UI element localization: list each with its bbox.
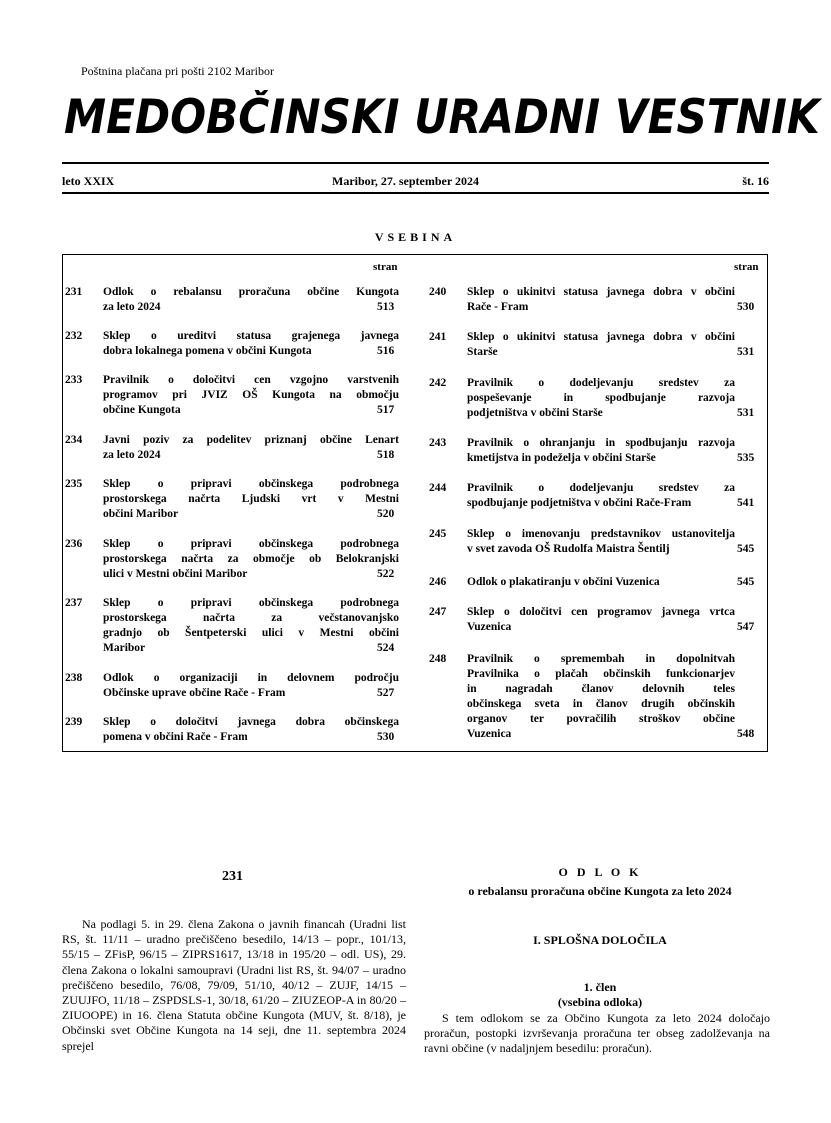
toc-entry-title-line: pospeševanje in spodbujanje razvoja <box>467 392 735 404</box>
toc-entry-number: 247 <box>429 606 447 618</box>
toc-entry-title-line: Pravilnika o plačah občinskih funkcionarjev <box>467 668 735 680</box>
toc-entry-number: 243 <box>429 437 447 449</box>
toc-entry-number: 241 <box>429 331 447 343</box>
article-number: 1. člen <box>583 980 617 994</box>
toc-entry-page: 535 <box>737 452 755 464</box>
toc-entry-title-line: Pravilnik o dodeljevanju sredstev za <box>467 482 735 494</box>
toc-entry-title-line: Sklep o ureditvi statusa grajenega javnega <box>103 330 399 342</box>
toc-entry-number: 245 <box>429 528 447 540</box>
toc-entry-title-line: Javni poziv za podelitev priznanj občine Lenart <box>103 434 399 446</box>
toc-entry-title-line: gradnjo ob Šentpeterski ulici v Mestni občini <box>103 627 399 639</box>
toc-entry-title-line: organov ter povračilih stroškov občine <box>467 713 735 725</box>
issue-bar <box>62 172 769 190</box>
toc-entry-title-line: in nagradah članov delovnih teles <box>467 683 735 695</box>
toc-entry-number: 248 <box>429 653 447 665</box>
toc-entry-title-line: Sklep o pripravi občinskega podrobnega <box>103 538 399 550</box>
toc-entry-number: 238 <box>65 672 83 684</box>
toc-entry-title-line: Sklep o določitvi javnega dobra občinskega <box>103 716 399 728</box>
header-rule-top <box>62 162 769 164</box>
toc-entry-title-line: Sklep o ukinitvi statusa javnega dobra v občini <box>467 286 735 298</box>
toc-entry-page: 524 <box>377 642 395 654</box>
toc-entry-title-line: Občinske uprave občine Rače - Fram <box>103 687 286 699</box>
toc-entry-title-line: Pravilnik o določitvi cen vzgojno varstvenih <box>103 374 399 386</box>
toc-entry-title-line: Sklep o imenovanju predstavnikov ustanovitelja <box>467 528 735 540</box>
toc-entry-title-line: prostorskega načrta Ljudski vrt v Mestni <box>103 493 399 505</box>
toc-entry-number: 239 <box>65 716 83 728</box>
toc-entry-number: 236 <box>65 538 83 550</box>
toc-entry-title-line: občini Maribor <box>103 508 179 520</box>
decree-title: O D L O K <box>558 865 642 879</box>
toc-entry-page: 545 <box>737 543 755 555</box>
toc-entry-title-line: Pravilnik o ohranjanju in spodbujanju razvoja <box>467 437 735 449</box>
toc-entry-number: 242 <box>429 377 447 389</box>
toc-entry-title-line: pomena v občini Rače - Fram <box>103 731 248 743</box>
preamble-text: Na podlagi 5. in 29. člena Zakona o javnih financah (Uradni list RS, št. 11/11 – uradno prečiščeno besedilo, 14/13 – popr., 101/13, 55/15 – ZFisP, 96/15 – ZIPRS1617, 13/18 in 195/20 – odl. US), 29. člena Zakona o lokalni samoupravi (Uradni list RS, št. 94/07 – uradno prečiščeno besedilo, 76/08, 79/09, 51/10, 40/12 – ZUJF, 14/15 – ZUUJFO, 11/18 – ZSPDSLS-1, 30/18, 61/20 – ZIUZEOP-A in 80/20 – ZIUOOPE) in 16. člena Statuta občine Kungota (MUV, št. 8/18), je Občinski svet Občine Kungota na 14 seji, dne 11. septembra 2024 sprejel <box>62 917 406 1053</box>
table-of-contents <box>62 254 768 752</box>
toc-left-column <box>65 255 405 751</box>
toc-entry-title-line: Odlok o organizaciji in delovnem področju <box>103 672 399 684</box>
toc-entry-number: 246 <box>429 576 447 588</box>
toc-entry-title-line: spodbujanje podjetništva v občini Rače-Fram <box>467 497 692 509</box>
toc-entry-page: 516 <box>377 345 395 357</box>
toc-entry-page: 547 <box>737 621 755 633</box>
toc-entry-title-line: podjetništva v občini Starše <box>467 407 603 419</box>
issue-number: št. 16 <box>742 174 769 188</box>
toc-entry-number: 234 <box>65 434 83 446</box>
toc-entry-number: 231 <box>65 286 83 298</box>
toc-entry-title-line: Pravilnik o dodeljevanju sredstev za <box>467 377 735 389</box>
toc-entry-title-line: Pravilnik o spremembah in dopolnitvah <box>467 653 735 665</box>
toc-entry-title-line: prostorskega načrta za večstanovanjsko <box>103 612 399 624</box>
toc-entry-title-line: Vuzenica <box>467 728 512 740</box>
toc-entry-page: 545 <box>737 576 755 588</box>
toc-entry-page: 522 <box>377 568 395 580</box>
toc-entry-title-line: občinskega sveta in članov drugih občinskih <box>467 698 735 710</box>
toc-entry-title-line: Rače - Fram <box>467 301 529 313</box>
toc-entry-title-line: v svet zavoda OŠ Rudolfa Maistra Šentilj <box>467 543 670 555</box>
toc-entry-number: 232 <box>65 330 83 342</box>
page-column-label-right: stran <box>734 261 759 273</box>
toc-entry-title-line: občine Kungota <box>103 404 181 416</box>
section-number: 231 <box>222 869 243 884</box>
article-title: (vsebina odloka) <box>557 995 643 1009</box>
toc-entry-title-line: Sklep o določitvi cen programov javnega vrtca <box>467 606 735 618</box>
contents-title: VSEBINA <box>374 230 457 244</box>
toc-entry-title-line: Maribor <box>103 642 146 654</box>
header-rule-bottom <box>62 192 769 194</box>
toc-entry-page: 530 <box>737 301 755 313</box>
toc-entry-number: 237 <box>65 597 83 609</box>
toc-entry-title-line: Odlok o plakatiranju v občini Vuzenica <box>467 576 660 588</box>
toc-entry-title-line: za leto 2024 <box>103 449 161 461</box>
toc-entry-page: 530 <box>377 731 395 743</box>
toc-entry-page: 513 <box>377 301 395 313</box>
toc-entry-page: 531 <box>737 346 755 358</box>
article-text: S tem odlokom se za Občino Kungota za leto 2024 določajo proračun, postopki izvrševanja proračuna ter obseg zadolževanja na ravni občine (v nadaljnjem besedilu: proračun). <box>424 1011 770 1056</box>
toc-entry-title-line: Vuzenica <box>467 621 512 633</box>
toc-entry-title-line: dobra lokalnega pomena v občini Kungota <box>103 345 312 357</box>
toc-entry-number: 233 <box>65 374 83 386</box>
masthead-title: MEDOBČINSKI URADNI VESTNIK <box>64 90 820 145</box>
toc-entry-number: 244 <box>429 482 447 494</box>
toc-entry-page: 517 <box>377 404 395 416</box>
toc-entry-title-line: Sklep o pripravi občinskega podrobnega <box>103 478 399 490</box>
toc-entry-page: 518 <box>377 449 395 461</box>
toc-entry-title-line: programov pri JVIZ OŠ Kungota na območju <box>103 389 399 401</box>
toc-entry-title-line: Sklep o pripravi občinskega podrobnega <box>103 597 399 609</box>
toc-entry-title-line: prostorskega načrta za območje ob Belokranjski <box>103 553 399 565</box>
toc-entry-number: 235 <box>65 478 83 490</box>
toc-entry-page: 541 <box>737 497 755 509</box>
issue-year: leto XXIX <box>62 174 115 188</box>
toc-entry-page: 531 <box>737 407 755 419</box>
toc-entry-page: 527 <box>377 687 395 699</box>
toc-entry-title-line: Odlok o rebalansu proračuna občine Kungota <box>103 286 399 298</box>
decree-subtitle: o rebalansu proračuna občine Kungota za leto 2024 <box>468 884 732 898</box>
issue-place-date: Maribor, 27. september 2024 <box>332 174 479 188</box>
toc-entry-page: 548 <box>737 728 755 740</box>
toc-right-column <box>429 255 769 751</box>
postage-note: Poštnina plačana pri pošti 2102 Maribor <box>81 64 274 78</box>
part-heading: I. SPLOŠNA DOLOČILA <box>533 933 667 947</box>
toc-entry-number: 240 <box>429 286 447 298</box>
toc-entry-title-line: ulici v Mestni občini Maribor <box>103 568 248 580</box>
toc-entry-page: 520 <box>377 508 395 520</box>
toc-entry-title-line: kmetijstva in podeželja v občini Starše <box>467 452 656 464</box>
toc-entry-title-line: Sklep o ukinitvi statusa javnega dobra v občini <box>467 331 735 343</box>
toc-entry-title-line: za leto 2024 <box>103 301 161 313</box>
toc-entry-title-line: Starše <box>467 346 498 358</box>
page-column-label-left: stran <box>373 261 398 273</box>
